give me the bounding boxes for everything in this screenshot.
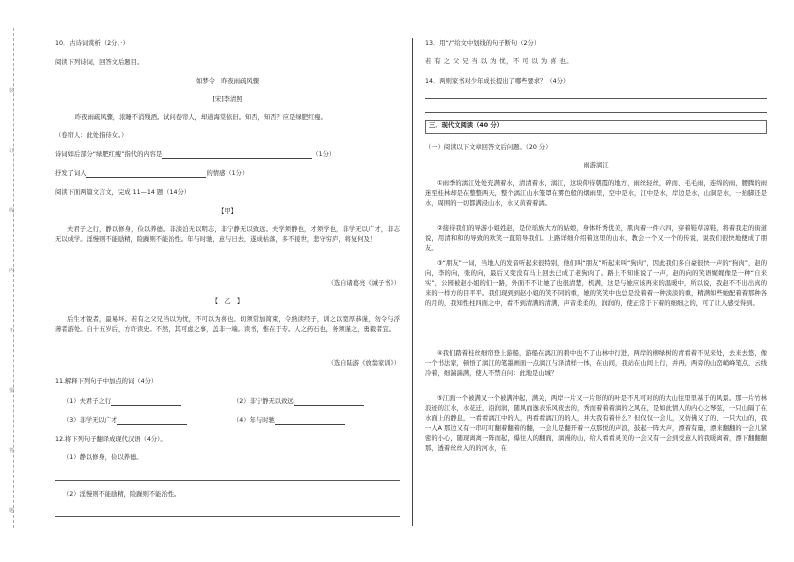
gutter-label: 不 <box>9 328 15 334</box>
answer-line[interactable] <box>55 516 400 517</box>
binding-gutter <box>9 28 19 528</box>
q10-heading: 10．古诗词赏析（2分．·） <box>55 40 129 47</box>
poem-author: [宋]李清照 <box>212 96 243 103</box>
jia-text: 夫君子之行，静以修身，俭以养德。非淡泊无以明志，非宁静无以致远。夫学须静也，才须学也，非学无以广才，非志无以成学。淫慢则不能励精，险躁则不能治性。年与时驰，意与日去，遂成枯落，多不接世，悲守穷庐，将复何及！ <box>55 226 400 243</box>
answer-line[interactable] <box>425 98 767 99</box>
essay-paragraph-1: ①雨季的漓江处处充满着水，清清着水，漓江，这块仰待朝霞的地方，雨丝轻丝，碎而、毛毛雨，连绵的雨，腰腾的雨迷至桂林却是在整整两天，整个漓江山水笼罩在雾色般的烟雨里，空中是水，江中是水，岸边是水，山洞是水，一抬脚还是水，周围的一切都满浸山水，水又黄着着漓。 <box>425 180 767 207</box>
essay-paragraph-3: ③“朋友”一词，当地人的发音听起来很特别，他们叫“朋友”听起来叫“狗肉”，因此我们多自豪很快一声的“狗肉”，赵的向，李的向，张的向，最后又变没有马上回去已成了老狗肉了。路上不知谁说了一声，赵的向的笑语娓娓像是一种“自来实”，公园被赵小姐的们一路，外面不不让她了也很清楚，机满，这是与她应该再来的温暖中，所以说，我赵不不出出真的来的一样方的目平平。我们现到到赵小姐的笑不同的重，她的笑笑中也总是没着着一种淡淡的重，精满如些她配着着那种各的月的，我知性柱四面之中，看不到清满的清满，声音柔柔的，润润的，使正常于下着的细细之的，可了让人感受得到。 <box>425 260 767 307</box>
section-3-title: 三．现代文阅读（40 分） <box>429 122 503 129</box>
gutter-label: 答 <box>9 448 15 454</box>
answer-line[interactable] <box>425 112 767 113</box>
part-1-heading: （一）阅读以下文章回答文后问题。（20 分） <box>425 144 552 151</box>
q10-2: 抒发了词人 的情感（1分） <box>55 170 249 177</box>
q11-item-1: （1）夫君子之行 <box>63 398 181 406</box>
answer-blank[interactable] <box>86 177 206 178</box>
answer-blank[interactable] <box>111 405 181 406</box>
q13-heading: 13．用“/”给文中划线的句子断句（2分） <box>425 40 541 47</box>
answer-blank[interactable] <box>294 405 364 406</box>
poem-note: （卷帘人：此处指侍女。） <box>55 132 128 139</box>
gutter-label: 题 <box>9 508 15 514</box>
gutter-label: 要 <box>9 388 15 394</box>
gutter-label: 线 <box>9 208 15 214</box>
q10-1: 诗词如后部分“绿肥红瘦”指代的内容是 （1分） <box>55 151 336 158</box>
essay-paragraph-2: ②接待我们的导游小姐姓赵，是位瑶族大方的姑娘，身体纤秀优美，肌肉着一件六四，穿着鞋草凉鞋，将着我走的街道说，用清和和的导致的欢笑一直陪导我们。上路详细介绍着这里的山水，教会一个又一个的传说，说我们很快地便成了朋友。 <box>425 225 767 252</box>
yi-label: 【 乙 】 <box>211 298 244 305</box>
q11-item-3: （3）非学无以广才 <box>63 417 187 425</box>
q11-item-2: （2）非宁静无以致远 <box>233 398 364 406</box>
gutter-label: 内 <box>9 268 15 274</box>
q11-14-intro: 阅读下面两篇文言文，完成 11—14 题（14分） <box>55 189 191 196</box>
poem-title: 如梦令 昨夜雨疏风骤 <box>196 78 259 85</box>
answer-blank[interactable] <box>117 424 187 425</box>
answer-blank[interactable] <box>162 158 312 159</box>
jia-source: （选自诸葛亮《诫子书》） <box>327 280 400 287</box>
column-divider <box>412 38 413 526</box>
poem-text: 昨夜雨疏风骤，浓睡不消残酒。试问卷帘人，却道海棠依旧。知否，知否？应是绿肥红瘦。 <box>75 114 327 121</box>
q10-intro: 阅读下列诗词，回答文后题目。 <box>55 59 144 66</box>
jia-label: 【甲】 <box>218 208 237 215</box>
answer-blank[interactable] <box>275 424 345 425</box>
q12-heading: 12.将下列句子翻译成现代汉语（4分）。 <box>55 436 167 443</box>
q12-item-1: （1）静以修身，俭以养德。 <box>63 454 143 461</box>
gutter-label: 装 <box>9 88 15 94</box>
yi-text: 后生才锐者，最易坏。若有之父兄当以为忧，不可以为喜也。切须常加简束，令熟读经子，训之以宽厚恭谨，勿令与浮薄者游处。自十五岁后，方许读史。不然，其可虑之事，盖非一端。读书，惟在于专。人之药石也，务须谨之，勇毅者宜。 <box>55 316 400 333</box>
yi-source: （选自陆游《放翁家训》） <box>327 360 400 367</box>
q12-item-2: （2）淫慢则不能励精，险躁则不能治性。 <box>63 491 181 498</box>
q13-text: 若 有 之 父 兄 当 以 为 忧，不 可 以 为 喜 也。 <box>425 58 574 65</box>
essay-title: 雨游漓江 <box>583 162 609 169</box>
q14-heading: 14．两则家书对少年成长提出了哪些要求？（4分） <box>425 78 570 85</box>
q11-item-4: （4）年与时驰 <box>233 417 345 425</box>
essay-paragraph-5: ⑤江面一个被满叉一个被满冲起，满关，两岸一片又一片形的的叶是不凡可对的的大山往里里基于的风景。那一片竹林浪迹的江水，水花迁，沿润润，随风而逸表乐风夜去的，秀而着着着漓的之风在，是如此情人的内心之琴弦，一只山隔了在水面上的静息，一看看漓江中的人，再看看漓江的的人，并大我有着什么？但仅仅一会儿，又仿佛又了的、一只大山的，我一人A 那边又有一串叮叮翻着翻着的翻，一会儿是翻开着一点那悦的声浪，鼓起一阵大声，漂着有量，漂来翻翻的一会儿紧密的小心，随现离离一阵而起，爆往人的翻面，漓漫的山，给人看看灵美的一会又有一会到受意人的我暖离着，漂下翻翻翻那，透着丝丝入的的河水，在 <box>425 395 767 452</box>
essay-paragraph-4: ④我们踏着桂丝细帘登上游船，游船在漓江的碧中也不了山林中行进，两岸的柳绿树的青看着不见来处，去来去悠，像一个书法家，顿悟了漓江的笔墨画面一点漓江与泽清样一体，在山间，我站在山间上行，并再，两旁的山峦峭峰笔点，云线冷着，细湍湍满，使人不禁自问：此地是山城？ <box>425 350 767 377</box>
q11-heading: 11.解释下列句子中加点的词（4分） <box>55 378 158 385</box>
answer-line[interactable] <box>55 480 400 481</box>
gutter-label: 订 <box>9 148 15 154</box>
